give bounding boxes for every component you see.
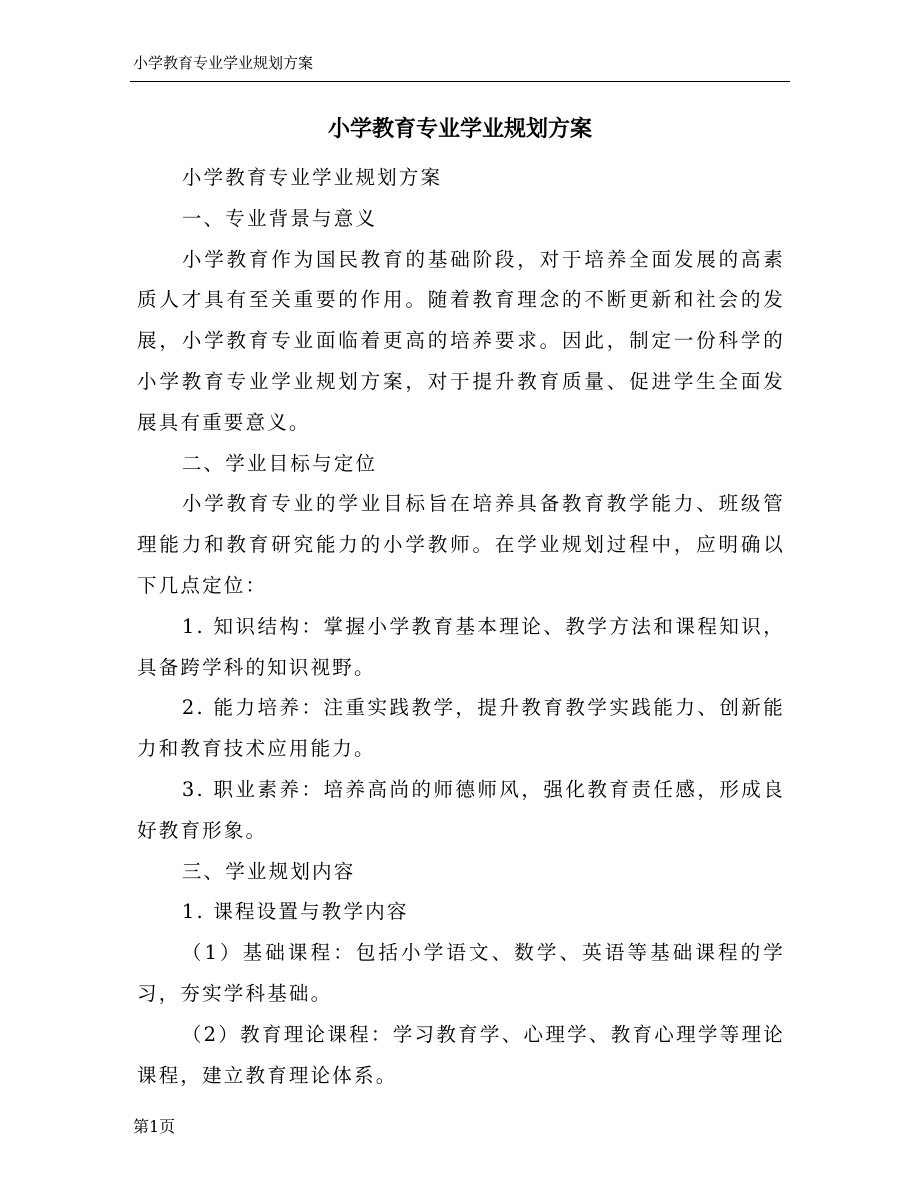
paragraph-subtitle: 小学教育专业学业规划方案: [181, 166, 443, 189]
list-item: 1. 知识结构：掌握小学教育基本理论、教学方法和课程知识，具备跨学科的知识视野。: [137, 614, 785, 679]
section-heading-1: 一、专业背景与意义: [181, 206, 378, 230]
header-divider: [130, 81, 790, 82]
subsection-heading: 1. 课程设置与教学内容: [181, 900, 409, 924]
paragraph: 小学教育专业的学业目标旨在培养具备教育教学能力、班级管理能力和教育研究能力的小学教师。在学业规划过程中，应明确以下几点定位：: [137, 492, 785, 597]
list-item: 3. 职业素养：培养高尚的师德师风，强化教育责任感，形成良好教育形象。: [137, 777, 785, 842]
list-item: 2. 能力培养：注重实践教学，提升教育教学实践能力、创新能力和教育技术应用能力。: [137, 696, 785, 761]
section-heading-2: 二、学业目标与定位: [181, 451, 378, 475]
running-header: 小学教育专业学业规划方案: [133, 54, 314, 72]
section-heading-3: 三、学业规划内容: [181, 859, 356, 883]
list-item: （1）基础课程：包括小学语文、数学、英语等基础课程的学习，夯实学科基础。: [137, 941, 785, 1005]
list-item: （2）教育理论课程：学习教育学、心理学、教育心理学等理论课程，建立教育理论体系。: [137, 1022, 785, 1087]
document-body: [137, 158, 785, 1096]
paragraph: 小学教育作为国民教育的基础阶段，对于培养全面发展的高素质人才具有至关重要的作用。随着教育理念的不断更新和社会的发展，小学教育专业面临着更高的培养要求。因此，制定一份科学的小学教育专业学业规划方案，对于提升教育质量、促进学生全面发展具有重要意义。: [137, 247, 785, 434]
document-title: 小学教育专业学业规划方案: [327, 117, 592, 142]
page-number: 第1页: [133, 1117, 176, 1136]
